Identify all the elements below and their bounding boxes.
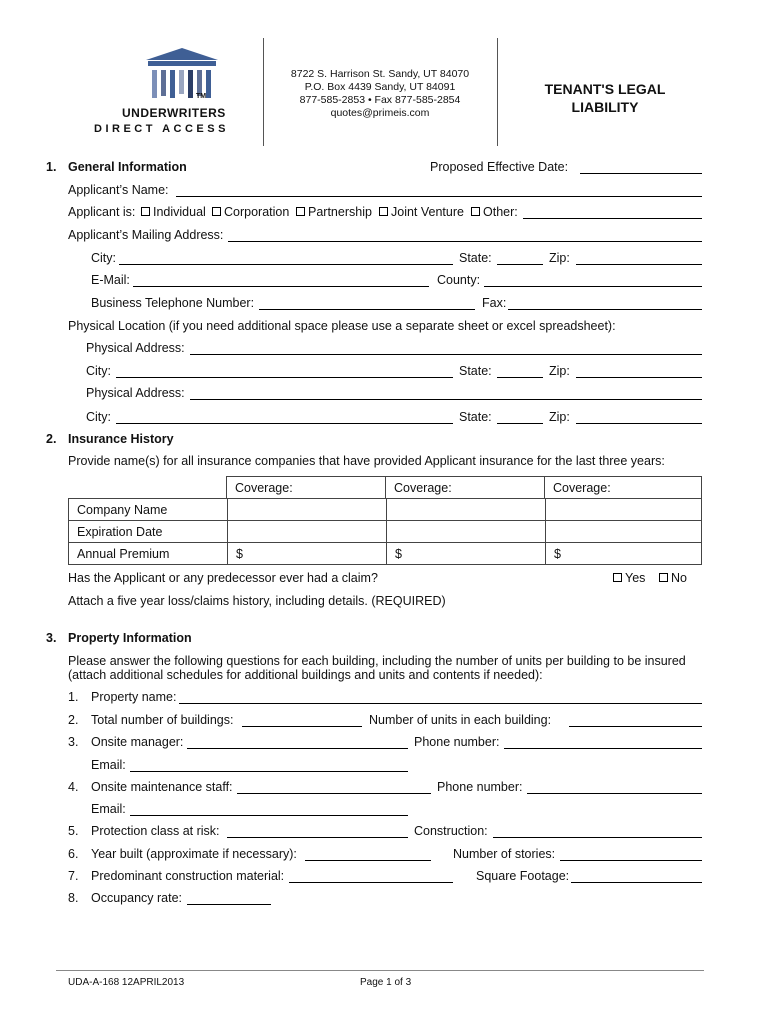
- occupancy-rate-field[interactable]: [187, 904, 271, 905]
- physical-city-2-field[interactable]: [116, 423, 453, 424]
- property-name-field[interactable]: [179, 703, 702, 704]
- physical-state-2-field[interactable]: [497, 423, 543, 424]
- q6-number: 6.: [68, 847, 79, 861]
- property-intro-line-1: Please answer the following questions for each building, including the number of units per building to be insured: [68, 654, 686, 668]
- physical-state-2-label: State:: [459, 410, 492, 424]
- physical-zip-2-label: Zip:: [549, 410, 570, 424]
- page-number: Page 1 of 3: [360, 977, 412, 988]
- units-per-building-field[interactable]: [569, 726, 702, 727]
- q1-number: 1.: [68, 690, 79, 704]
- physical-state-1-field[interactable]: [497, 377, 543, 378]
- total-buildings-label: Total number of buildings:: [91, 713, 234, 727]
- protection-class-label: Protection class at risk:: [91, 824, 220, 838]
- claim-no-checkbox[interactable]: [659, 573, 668, 582]
- physical-city-1-field[interactable]: [116, 377, 453, 378]
- physical-zip-1-label: Zip:: [549, 364, 570, 378]
- staff-phone-field[interactable]: [527, 793, 702, 794]
- q2-number: 2.: [68, 713, 79, 727]
- construction-field[interactable]: [493, 837, 702, 838]
- mailing-state-field[interactable]: [497, 264, 543, 265]
- joint-venture-label: Joint Venture: [391, 205, 464, 219]
- physical-location-label: Physical Location (if you need additional space please use a separate sheet or excel spreadsheet):: [68, 319, 616, 333]
- company-email: quotes@primeis.com: [330, 107, 430, 119]
- business-phone-field[interactable]: [259, 309, 475, 310]
- table-header-row: [227, 477, 702, 499]
- applicant-name-label: Applicant’s Name:: [68, 183, 169, 197]
- fax-label: Fax:: [482, 296, 507, 310]
- insurance-history-table: [226, 476, 702, 499]
- claim-question: Has the Applicant or any predecessor ever had a claim?: [68, 571, 378, 585]
- table-row: [69, 521, 702, 543]
- section-3-title: Property Information: [68, 631, 192, 645]
- applicant-name-field[interactable]: [176, 196, 702, 197]
- manager-phone-label: Phone number:: [414, 735, 500, 749]
- maintenance-staff-label: Onsite maintenance staff:: [91, 780, 233, 794]
- physical-city-2-label: City:: [86, 410, 111, 424]
- expiration-date-cell-2[interactable]: [387, 521, 546, 543]
- business-phone-label: Business Telephone Number:: [91, 296, 255, 310]
- year-built-label: Year built (approximate if necessary):: [91, 847, 297, 861]
- other-label: Other:: [483, 205, 518, 219]
- other-checkbox[interactable]: [471, 207, 480, 216]
- square-footage-field[interactable]: [571, 882, 702, 883]
- manager-phone-field[interactable]: [504, 748, 702, 749]
- form-code: UDA-A-168 12APRIL2013: [68, 977, 185, 988]
- email-label: E-Mail:: [91, 273, 130, 287]
- construction-label: Construction:: [414, 824, 488, 838]
- claim-yes-option[interactable]: [613, 571, 645, 585]
- construction-material-field[interactable]: [289, 882, 453, 883]
- company-name-cell-2[interactable]: [387, 499, 546, 521]
- mailing-state-label: State:: [459, 251, 492, 265]
- applicant-is-label: Applicant is:: [68, 205, 136, 219]
- mailing-zip-label: Zip:: [549, 251, 570, 265]
- option-individual[interactable]: [141, 205, 206, 219]
- header-divider-left: [263, 38, 264, 146]
- form-title-line-1: TENANT'S LEGAL: [544, 81, 666, 97]
- attach-loss-history-note: Attach a five year loss/claims history, including details. (REQUIRED): [68, 594, 446, 608]
- address-line-2: P.O. Box 4439 Sandy, UT 84091: [304, 81, 456, 93]
- individual-checkbox[interactable]: [141, 207, 150, 216]
- coverage-header-1: Coverage:: [227, 477, 386, 499]
- option-other[interactable]: [471, 205, 518, 219]
- insurance-history-body: [68, 498, 702, 565]
- q8-number: 8.: [68, 891, 79, 905]
- onsite-manager-field[interactable]: [187, 748, 408, 749]
- year-built-field[interactable]: [305, 860, 431, 861]
- mailing-address-label: Applicant’s Mailing Address:: [68, 228, 224, 242]
- claim-yes-label: Yes: [625, 571, 646, 585]
- q7-number: 7.: [68, 869, 79, 883]
- number-of-stories-field[interactable]: [560, 860, 702, 861]
- option-partnership[interactable]: [296, 205, 372, 219]
- staff-email-label: Email:: [91, 802, 126, 816]
- company-logo: [92, 44, 252, 144]
- staff-phone-label: Phone number:: [437, 780, 523, 794]
- footer-divider: [56, 970, 704, 971]
- other-field[interactable]: [523, 218, 702, 219]
- option-corporation[interactable]: [212, 205, 289, 219]
- mailing-zip-field[interactable]: [576, 264, 702, 265]
- pillars-logo-icon: [142, 48, 222, 100]
- partnership-checkbox[interactable]: [296, 207, 305, 216]
- expiration-date-cell-3[interactable]: [546, 521, 702, 543]
- row-label-annual-premium: Annual Premium: [69, 543, 228, 565]
- manager-email-label: Email:: [91, 758, 126, 772]
- claim-no-label: No: [671, 571, 687, 585]
- row-label-company-name: Company Name: [69, 499, 228, 521]
- expiration-date-cell-1[interactable]: [228, 521, 387, 543]
- option-joint-venture[interactable]: [379, 205, 464, 219]
- table-row: [69, 543, 702, 565]
- maintenance-staff-field[interactable]: [237, 793, 431, 794]
- coverage-header-2: Coverage:: [386, 477, 545, 499]
- property-name-label: Property name:: [91, 690, 177, 704]
- mailing-address-field[interactable]: [228, 241, 702, 242]
- claim-yes-checkbox[interactable]: [613, 573, 622, 582]
- company-address-block: [270, 68, 490, 120]
- manager-email-field[interactable]: [130, 771, 408, 772]
- section-2-title: Insurance History: [68, 432, 174, 446]
- brand-name: UNDERWRITERS: [122, 106, 226, 120]
- claim-no-option[interactable]: [659, 571, 687, 585]
- county-label: County:: [437, 273, 481, 287]
- header-divider-right: [497, 38, 498, 146]
- corporation-label: Corporation: [224, 205, 290, 219]
- fax-field[interactable]: [508, 309, 702, 310]
- occupancy-rate-label: Occupancy rate:: [91, 891, 183, 905]
- section-1-number: 1.: [46, 160, 57, 174]
- physical-address-1-label: Physical Address:: [86, 341, 185, 355]
- county-field[interactable]: [484, 286, 702, 287]
- mailing-city-field[interactable]: [119, 264, 453, 265]
- section-1-title: General Information: [68, 160, 187, 174]
- physical-zip-1-field[interactable]: [576, 377, 702, 378]
- table-row: [69, 499, 702, 521]
- mailing-city-label: City:: [91, 251, 116, 265]
- staff-email-field[interactable]: [130, 815, 408, 816]
- brand-subname: DIRECT ACCESS: [94, 123, 229, 135]
- trademark: TM: [196, 93, 207, 100]
- section-2-number: 2.: [46, 432, 57, 446]
- section-3-number: 3.: [46, 631, 57, 645]
- corporation-checkbox[interactable]: [212, 207, 221, 216]
- email-field[interactable]: [133, 286, 429, 287]
- annual-premium-cell-2[interactable]: $: [387, 543, 546, 565]
- physical-city-1-label: City:: [86, 364, 111, 378]
- annual-premium-cell-3[interactable]: $: [546, 543, 702, 565]
- square-footage-label: Square Footage:: [476, 869, 570, 883]
- property-intro-line-2: (attach additional schedules for additional buildings and units and contents if needed):: [68, 668, 543, 682]
- q5-number: 5.: [68, 824, 79, 838]
- joint-venture-checkbox[interactable]: [379, 207, 388, 216]
- row-label-expiration-date: Expiration Date: [69, 521, 228, 543]
- annual-premium-cell-1[interactable]: $: [228, 543, 387, 565]
- physical-zip-2-field[interactable]: [576, 423, 702, 424]
- q3-number: 3.: [68, 735, 79, 749]
- physical-address-2-label: Physical Address:: [86, 386, 185, 400]
- insurance-history-intro: Provide name(s) for all insurance companies that have provided Applicant insurance for the last three years:: [68, 454, 665, 468]
- physical-address-2-field[interactable]: [190, 399, 702, 400]
- form-title-line-2: LIABILITY: [571, 99, 639, 115]
- protection-class-field[interactable]: [227, 837, 408, 838]
- total-buildings-field[interactable]: [242, 726, 362, 727]
- individual-label: Individual: [153, 205, 206, 219]
- form-title: [505, 80, 705, 116]
- units-per-building-label: Number of units in each building:: [369, 713, 552, 727]
- phone-fax-line: 877-585-2853 • Fax 877-585-2854: [299, 94, 461, 106]
- construction-material-label: Predominant construction material:: [91, 869, 285, 883]
- effective-date-label: Proposed Effective Date:: [430, 160, 569, 174]
- q4-number: 4.: [68, 780, 79, 794]
- company-name-cell-1[interactable]: [228, 499, 387, 521]
- coverage-header-3: Coverage:: [545, 477, 702, 499]
- physical-address-1-field[interactable]: [190, 354, 702, 355]
- onsite-manager-label: Onsite manager:: [91, 735, 184, 749]
- physical-state-1-label: State:: [459, 364, 492, 378]
- number-of-stories-label: Number of stories:: [453, 847, 556, 861]
- effective-date-field[interactable]: [580, 173, 702, 174]
- company-name-cell-3[interactable]: [546, 499, 702, 521]
- partnership-label: Partnership: [308, 205, 372, 219]
- address-line-1: 8722 S. Harrison St. Sandy, UT 84070: [290, 68, 470, 80]
